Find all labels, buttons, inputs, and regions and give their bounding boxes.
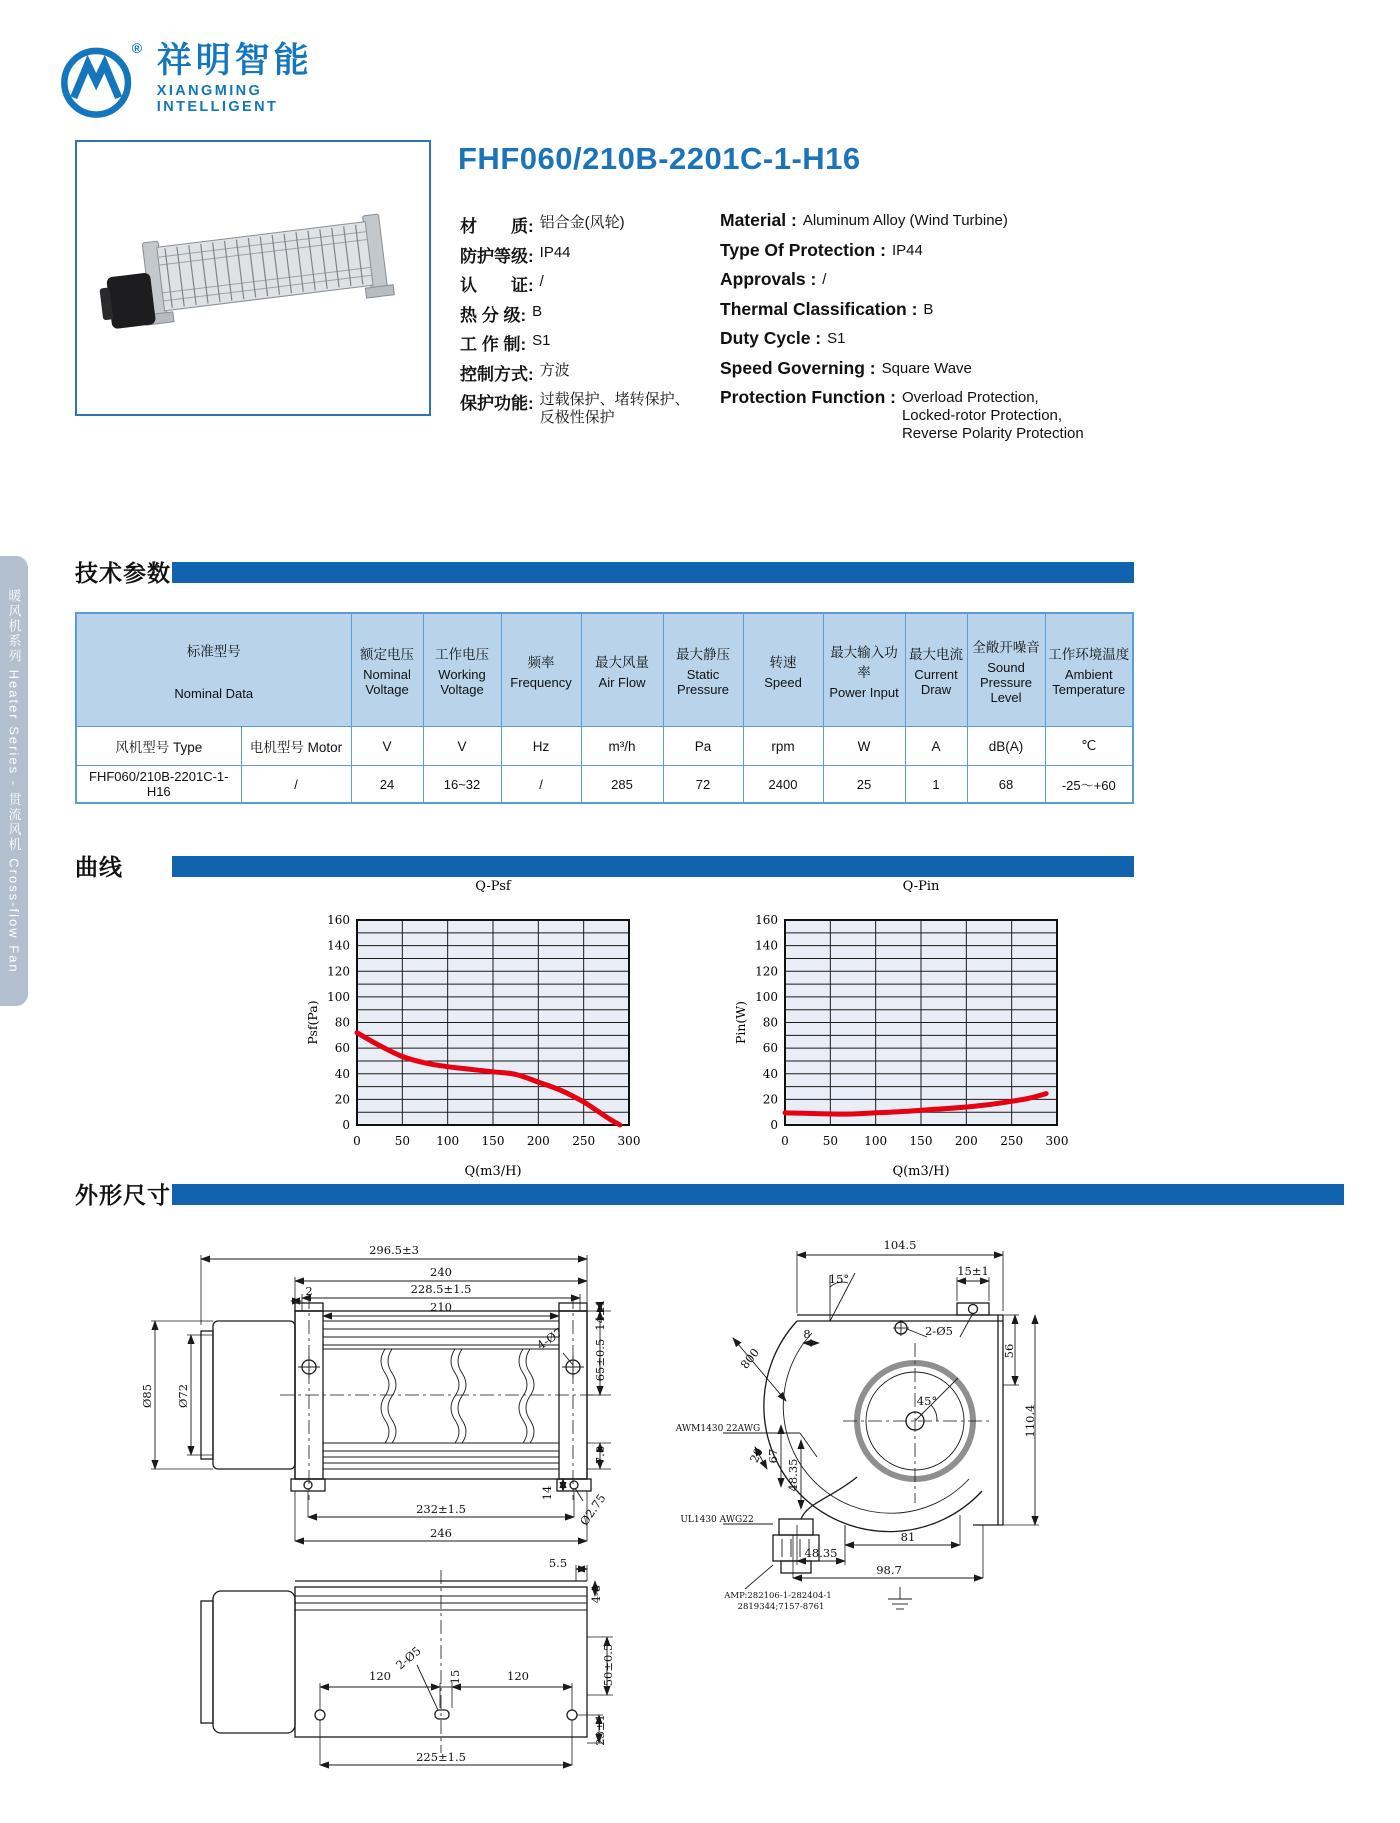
table-header-cell: 转速 Speed bbox=[743, 613, 823, 727]
registered-mark: ® bbox=[131, 39, 143, 56]
svg-text:250: 250 bbox=[572, 1134, 596, 1148]
table-header-cell: 最大静压 Static Pressure bbox=[663, 613, 743, 727]
brand-logo-text bbox=[157, 43, 375, 115]
spec-label-en: Thermal Classification : bbox=[720, 298, 918, 319]
brand-name-en: XIANGMING INTELLIGENT bbox=[156, 82, 279, 115]
chart-q-psf bbox=[297, 870, 717, 1192]
brand-name-cn: 祥明智能 bbox=[156, 41, 313, 81]
dimension-label: 45° bbox=[916, 1394, 938, 1408]
table-unit-cell: ℃ bbox=[1045, 727, 1133, 766]
dimension-label: 81 bbox=[900, 1530, 916, 1544]
dimension-label: 2-Ø5 bbox=[925, 1324, 953, 1338]
table-data-cell: 72 bbox=[663, 766, 743, 804]
spec-value-en: S1 bbox=[827, 330, 846, 347]
spec-value-cn: IP44 bbox=[539, 243, 571, 261]
svg-text:0: 0 bbox=[353, 1134, 361, 1148]
dimension-label: 240 bbox=[430, 1265, 452, 1279]
dimension-label: 65±0.5 bbox=[593, 1338, 607, 1382]
spec-value-en: IP44 bbox=[891, 241, 923, 259]
spec-row-en-3 bbox=[720, 299, 1150, 329]
table-unit-cell: Pa bbox=[663, 727, 743, 766]
svg-text:120: 120 bbox=[327, 964, 350, 979]
spec-label-en: Approvals : bbox=[720, 269, 817, 289]
spec-label-cn: 防护等级: bbox=[460, 246, 534, 266]
chart-xlabel: Q(m3/H) bbox=[464, 1164, 522, 1179]
spec-value-cn: 过载保护、堵转保护、反极性保护 bbox=[539, 391, 690, 426]
spec-label-en: Speed Governing : bbox=[720, 357, 876, 378]
spec-label-en: Type Of Protection : bbox=[720, 239, 886, 260]
table-header-cell: 最大电流 Current Draw bbox=[905, 613, 967, 727]
dimension-label: 14±1 bbox=[593, 1299, 607, 1331]
svg-text:80: 80 bbox=[762, 1015, 778, 1030]
dimension-label: 15° bbox=[828, 1272, 850, 1286]
dimension-label: 110.4 bbox=[1023, 1404, 1037, 1438]
svg-text:140: 140 bbox=[327, 938, 350, 953]
spec-label-cn: 控制方式: bbox=[460, 364, 534, 384]
chart-ylabel: Pin(W) bbox=[733, 1000, 748, 1045]
spec-value-en: B bbox=[923, 300, 934, 318]
spec-value-en: Aluminum Alloy (Wind Turbine) bbox=[802, 212, 1008, 229]
table-header-cell: 工作环境温度 Ambient Temperature bbox=[1045, 613, 1133, 727]
spec-list-en bbox=[720, 210, 1150, 443]
table-data-cell: FHF060/210B-2201C-1-H16 bbox=[76, 766, 241, 804]
table-data-cell: 16~32 bbox=[423, 766, 501, 804]
dimension-label: Ø85 bbox=[140, 1383, 154, 1409]
spec-value-cn: 方波 bbox=[539, 361, 570, 379]
spec-row-cn-2 bbox=[460, 271, 715, 301]
table-data-cell: / bbox=[501, 766, 581, 804]
svg-text:150: 150 bbox=[481, 1134, 505, 1148]
dimension-label: AWM1430 22AWG bbox=[675, 1424, 761, 1434]
chart-title: Q-Psf bbox=[475, 879, 511, 894]
table-data-cell: 68 bbox=[967, 766, 1045, 804]
svg-text:60: 60 bbox=[334, 1041, 350, 1056]
svg-text:50: 50 bbox=[822, 1134, 838, 1148]
svg-text:0: 0 bbox=[342, 1118, 350, 1132]
dimension-label: 296.5±3 bbox=[369, 1243, 419, 1257]
spec-row-en-2 bbox=[720, 269, 1150, 299]
spec-label-en: Duty Cycle : bbox=[720, 328, 822, 348]
table-unit-cell: V bbox=[351, 727, 423, 766]
dimension-label: 120 bbox=[369, 1669, 391, 1683]
svg-text:100: 100 bbox=[327, 989, 350, 1004]
spec-row-en-6 bbox=[720, 387, 1150, 443]
table-unit-cell: V bbox=[423, 727, 501, 766]
svg-text:20: 20 bbox=[334, 1092, 350, 1107]
dimension-label: 48.35 bbox=[786, 1458, 800, 1492]
spec-row-cn-6 bbox=[460, 389, 715, 427]
svg-text:250: 250 bbox=[1000, 1134, 1024, 1148]
chart-title: Q-Pin bbox=[902, 879, 940, 894]
front-view bbox=[140, 1243, 611, 1541]
tech-params-table bbox=[75, 612, 1134, 804]
svg-text:0: 0 bbox=[781, 1134, 789, 1148]
side-view bbox=[675, 1238, 1039, 1612]
product-photo bbox=[75, 140, 431, 416]
bottom-view bbox=[201, 1556, 615, 1765]
section-title-curves: 曲线 bbox=[75, 854, 123, 880]
svg-text:300: 300 bbox=[1045, 1134, 1069, 1148]
spec-row-cn-5 bbox=[460, 360, 715, 390]
svg-text:40: 40 bbox=[762, 1066, 778, 1081]
spec-row-en-0 bbox=[720, 210, 1150, 240]
dimension-label: 104.5 bbox=[883, 1238, 917, 1252]
spec-label-en: Material : bbox=[720, 210, 797, 230]
table-unit-cell: dB(A) bbox=[967, 727, 1045, 766]
dimension-label: 4-8 bbox=[589, 1584, 603, 1604]
table-unit-cell: W bbox=[823, 727, 905, 766]
dimension-label: 228.5±1.5 bbox=[410, 1282, 472, 1296]
svg-text:100: 100 bbox=[755, 989, 778, 1004]
table-data-cell: -25～+60 bbox=[1045, 766, 1133, 804]
table-header-cell: 全敞开噪音 Sound Pressure Level bbox=[967, 613, 1045, 727]
series-side-tab-label: 暖风机系列 Heater Series - 贯流风机 Cross-flow Fan bbox=[6, 588, 22, 974]
chart-ylabel: Psf(Pa) bbox=[305, 1000, 320, 1045]
dimension-label: 8 bbox=[803, 1327, 811, 1341]
table-data-cell: 1 bbox=[905, 766, 967, 804]
table-data-cell: 2400 bbox=[743, 766, 823, 804]
dimension-label: 56 bbox=[1002, 1343, 1016, 1359]
table-unit-cell: 电机型号 Motor bbox=[241, 727, 351, 766]
table-header-cell: 工作电压 Working Voltage bbox=[423, 613, 501, 727]
svg-text:100: 100 bbox=[436, 1134, 460, 1148]
dimension-label: UL1430 AWG22 bbox=[680, 1515, 754, 1525]
spec-value-cn: 铝合金(风轮) bbox=[539, 214, 625, 231]
spec-label-en: Protection Function : bbox=[720, 387, 896, 407]
table-unit-cell: A bbox=[905, 727, 967, 766]
table-header-cell: 最大风量 Air Flow bbox=[581, 613, 663, 727]
section-bar-dimensions bbox=[172, 1184, 1344, 1205]
svg-text:300: 300 bbox=[617, 1134, 641, 1148]
spec-value-en: Square Wave bbox=[881, 359, 972, 377]
brand-logo bbox=[55, 33, 375, 125]
table-unit-cell: rpm bbox=[743, 727, 823, 766]
dimension-label: AMP:282106-1-282404-1 bbox=[724, 1591, 832, 1601]
svg-text:160: 160 bbox=[327, 913, 350, 927]
spec-label-cn: 认 证: bbox=[460, 276, 534, 295]
section-title-dimensions: 外形尺寸 bbox=[75, 1182, 171, 1208]
spec-value-cn: B bbox=[532, 302, 543, 320]
dimension-label: 232±1.5 bbox=[416, 1502, 466, 1516]
spec-row-cn-3 bbox=[460, 301, 715, 331]
table-row bbox=[76, 766, 1133, 804]
dimension-label: 48.35 bbox=[804, 1546, 838, 1560]
section-bar-tech-params bbox=[172, 562, 1134, 583]
table-unit-cell: Hz bbox=[501, 727, 581, 766]
dimension-drawing bbox=[55, 1225, 1355, 1810]
table-data-cell: 25 bbox=[823, 766, 905, 804]
dimension-label: 2819344;7157-8761 bbox=[737, 1602, 825, 1612]
dimension-label: 50±0.5 bbox=[601, 1643, 615, 1687]
spec-row-cn-1 bbox=[460, 242, 715, 272]
spec-row-cn-0 bbox=[460, 212, 715, 242]
dimension-label: 15±1 bbox=[957, 1264, 989, 1278]
dimension-label: Ø2.75 bbox=[576, 1491, 609, 1529]
table-header-cell: 最大输入功率 Power Input bbox=[823, 613, 905, 727]
spec-value-en: / bbox=[822, 271, 827, 288]
dimension-label: 14 bbox=[540, 1485, 554, 1501]
table-data-cell: / bbox=[241, 766, 351, 804]
page-title: FHF060/210B-2201C-1-H16 bbox=[458, 141, 861, 176]
svg-text:60: 60 bbox=[762, 1041, 778, 1056]
dimension-label: 23±1 bbox=[593, 1714, 607, 1746]
dimension-label: 225±1.5 bbox=[416, 1750, 466, 1764]
spec-row-en-5 bbox=[720, 358, 1150, 388]
svg-text:140: 140 bbox=[755, 938, 778, 953]
spec-row-en-1 bbox=[720, 240, 1150, 270]
section-title-tech-params: 技术参数 bbox=[75, 560, 171, 586]
spec-label-cn: 保护功能: bbox=[460, 394, 534, 413]
table-header-cell: 频率 Frequency bbox=[501, 613, 581, 727]
product-photo-image bbox=[77, 142, 425, 410]
brand-logo-icon bbox=[55, 33, 145, 125]
table-unit-cell: m³/h bbox=[581, 727, 663, 766]
dimension-label: 98.7 bbox=[876, 1563, 902, 1577]
spec-value-en: Overload Protection, Locked-rotor Protection, Reverse Polarity Protection bbox=[901, 389, 1084, 442]
chart-q-pin bbox=[725, 870, 1145, 1192]
svg-text:80: 80 bbox=[334, 1015, 350, 1030]
table-data-cell: 24 bbox=[351, 766, 423, 804]
svg-text:50: 50 bbox=[394, 1134, 410, 1148]
spec-list-cn bbox=[460, 212, 715, 427]
dimension-label: 67 bbox=[766, 1448, 780, 1464]
dimension-label: 120 bbox=[507, 1669, 529, 1683]
svg-text:200: 200 bbox=[526, 1134, 550, 1148]
table-data-cell: 285 bbox=[581, 766, 663, 804]
svg-text:150: 150 bbox=[909, 1134, 933, 1148]
chart-xlabel: Q(m3/H) bbox=[892, 1164, 950, 1179]
svg-text:40: 40 bbox=[334, 1066, 350, 1081]
svg-text:20: 20 bbox=[762, 1092, 778, 1107]
series-side-tab bbox=[0, 556, 28, 1006]
dimension-label: 5.5 bbox=[548, 1556, 568, 1570]
spec-value-cn: S1 bbox=[532, 332, 551, 349]
dimension-label: 4-Ø7 bbox=[534, 1324, 566, 1353]
dimension-label: 210 bbox=[430, 1300, 452, 1314]
spec-row-cn-4 bbox=[460, 330, 715, 360]
spec-label-cn: 热 分 级: bbox=[460, 305, 527, 325]
svg-text:100: 100 bbox=[864, 1134, 888, 1148]
dimension-label: 15 bbox=[448, 1669, 462, 1685]
table-unit-cell: 风机型号 Type bbox=[76, 727, 241, 766]
spec-label-cn: 工 作 制: bbox=[460, 335, 527, 354]
spec-row-en-4 bbox=[720, 328, 1150, 358]
dimension-label: 7.8 bbox=[593, 1445, 607, 1465]
svg-text:200: 200 bbox=[954, 1134, 978, 1148]
svg-text:120: 120 bbox=[755, 964, 778, 979]
dimension-label: 20 bbox=[746, 1445, 766, 1465]
dimension-label: 246 bbox=[430, 1526, 452, 1540]
dimension-label: Ø72 bbox=[176, 1383, 190, 1409]
spec-label-cn: 材 质: bbox=[460, 217, 534, 236]
svg-text:160: 160 bbox=[755, 913, 778, 927]
table-header-cell: 额定电压 Nominal Voltage bbox=[351, 613, 423, 727]
dimension-label: 800 bbox=[737, 1345, 763, 1372]
dimension-label: 2 bbox=[305, 1284, 313, 1298]
table-header-cell: 标准型号 Nominal Data bbox=[76, 613, 351, 727]
svg-text:0: 0 bbox=[770, 1118, 778, 1132]
dimension-label: 2-Ø5 bbox=[393, 1643, 424, 1673]
spec-value-cn: / bbox=[539, 273, 544, 290]
